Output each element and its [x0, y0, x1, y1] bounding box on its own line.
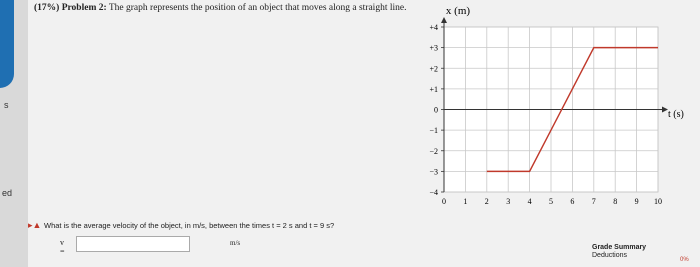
problem-text: The graph represents the position of an object that moves along a straight line. [108, 3, 407, 13]
x-tick-label: 6 [570, 197, 575, 206]
grade-summary [592, 244, 646, 260]
y-axis-label: x (m) [445, 5, 471, 17]
y-tick-label: −2 [429, 146, 438, 156]
sidebar-fragment-bottom: ed [2, 188, 13, 198]
problem-header: (17%) Problem 2: [34, 3, 107, 13]
x-tick-label: 2 [484, 197, 489, 206]
x-tick-label: 9 [634, 197, 639, 206]
y-tick-label: +1 [429, 84, 438, 94]
answer-unit: m/s [230, 239, 241, 247]
question-text: What is the average velocity of the object, in m/s, between the times t = 2 s and t = 9 s? [44, 221, 335, 230]
x-tick-label: 7 [591, 197, 596, 206]
x-tick-label: 3 [506, 197, 511, 206]
x-tick-label: 5 [549, 197, 553, 206]
x-tick-label: 0 [442, 197, 446, 206]
x-tick-label: 8 [613, 197, 618, 206]
x-axis-label: t (s) [668, 109, 684, 120]
grade-summary-title: Grade Summary [592, 244, 647, 251]
x-tick-label: 4 [527, 197, 532, 206]
y-tick-label: +2 [429, 64, 438, 74]
y-tick-label: +4 [429, 23, 438, 32]
deductions-value: 0% [680, 257, 689, 263]
x-tick-label: 1 [463, 197, 468, 206]
y-axis-arrow-icon [441, 17, 447, 23]
y-tick-label: −4 [429, 188, 438, 197]
sidebar-fragment-top: s [4, 100, 9, 110]
question-marker-icon: ▸▲ [28, 220, 42, 230]
y-tick-label: −1 [429, 126, 438, 136]
deductions-label: Deductions [592, 252, 628, 259]
y-tick-label: −3 [429, 167, 438, 177]
y-tick-label: +3 [429, 43, 438, 53]
y-tick-label: 0 [434, 105, 438, 115]
answer-label: v = [60, 238, 65, 256]
x-tick-label: 10 [654, 197, 662, 206]
velocity-input[interactable] [76, 236, 190, 252]
